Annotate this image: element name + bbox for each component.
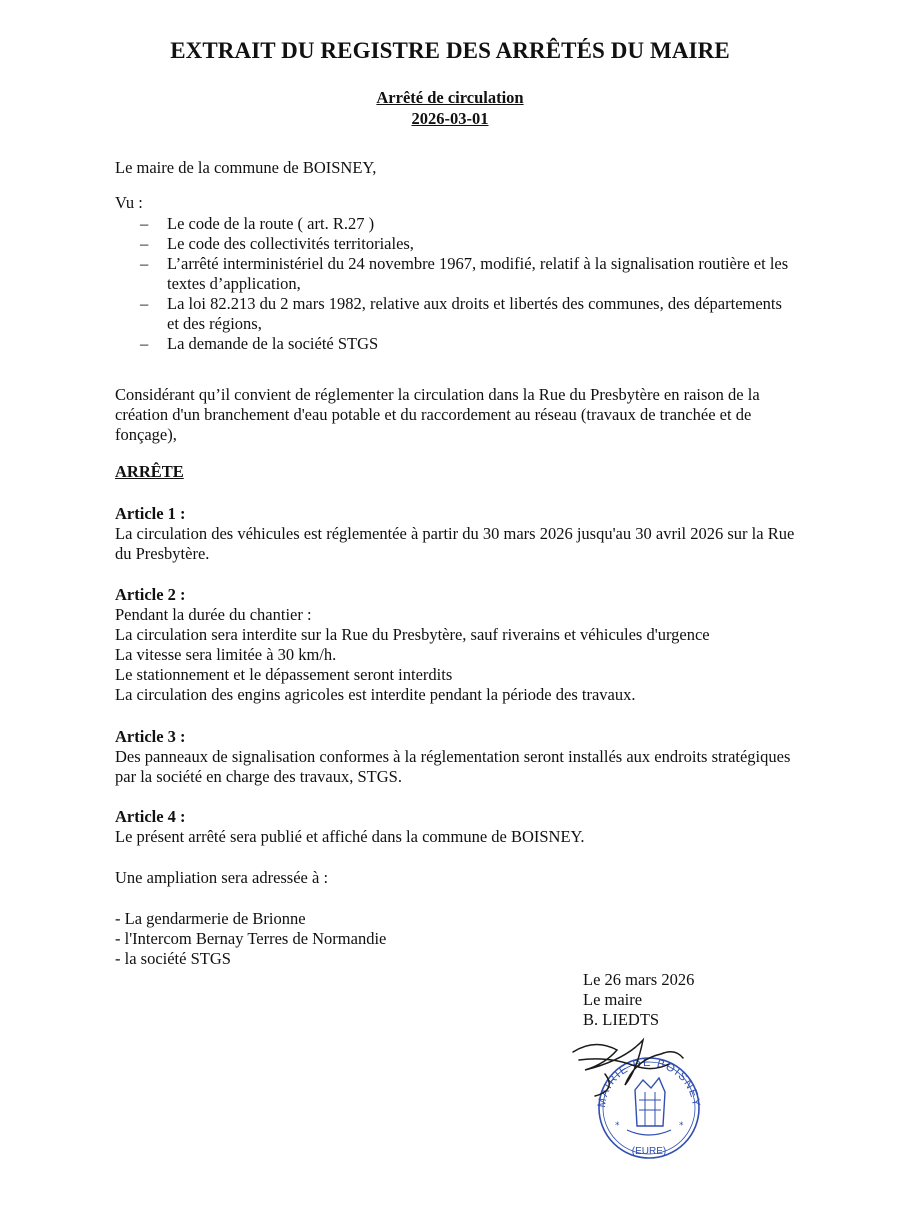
recipient-item: - la société STGS [115,949,231,968]
article-2-line: La vitesse sera limitée à 30 km/h. [115,645,337,664]
arrete-type: Arrêté de circulation [376,88,524,107]
article-2-line: Le stationnement et le dépassement seront interdits [115,665,453,684]
vu-label: Vu : [115,193,143,212]
vu-item: – L’arrêté interministériel du 24 novembre 1967, modifié, relatif à la signalisation routière et les textes d’application, [140,254,790,294]
document-title: EXTRAIT DU REGISTRE DES ARRÊTÉS DU MAIRE [170,38,730,63]
vu-item: – Le code des collectivités territoriales, [140,234,790,254]
recipient-item: - La gendarmerie de Brionne [115,909,306,928]
mairie-stamp-seal [565,1030,725,1160]
recipient-item: - l'Intercom Bernay Terres de Normandie [115,929,387,948]
arrete-heading: ARRÊTE [115,462,184,481]
article-3-title: Article 3 : [115,727,186,746]
article-2-line: Pendant la durée du chantier : [115,605,312,624]
svg-text:*: * [679,1121,684,1131]
article-2-line: La circulation sera interdite sur la Rue du Presbytère, sauf riverains et véhicules d'urgence [115,625,710,644]
svg-text:MAIRIE DE BOISNEY [596,1057,702,1108]
signature-date: Le 26 mars 2026 [583,970,695,989]
ampliation-label: Une ampliation sera adressée à : [115,868,329,887]
arrete-number: 2026-03-01 [411,109,489,128]
vu-item: – Le code de la route ( art. R.27 ) [140,214,790,234]
considerant-paragraph: Considérant qu’il convient de réglementer la circulation dans la Rue du Presbytère en raison de la création d'un branchement d'eau potable et du raccordement au réseau (travaux de tranchée et de fonçage), [115,385,760,444]
article-2-title: Article 2 : [115,585,186,604]
article-2-line: La circulation des engins agricoles est interdite pendant la période des travaux. [115,685,636,704]
article-3-text: Des panneaux de signalisation conformes à la réglementation seront installés aux endroits stratégiques par la société en charge des travaux, STGS. [115,747,791,786]
stamp-bottom-text: (EURE) [631,1146,667,1157]
signature-role: Le maire [583,990,643,1009]
article-1-text: La circulation des véhicules est réglementée à partir du 30 mars 2026 jusqu'au 30 avril 2026 sur la Rue du Presbytère. [115,524,795,563]
article-1-title: Article 1 : [115,504,186,523]
vu-list [140,214,790,354]
vu-item: – La loi 82.213 du 2 mars 1982, relative aux droits et libertés des communes, des départements et des régions, [140,294,790,334]
svg-text:*: * [615,1121,620,1131]
intro-line: Le maire de la commune de BOISNEY, [115,158,377,177]
article-4-text: Le présent arrêté sera publié et affiché dans la commune de BOISNEY. [115,827,585,846]
stamp-top-text: MAIRIE DE BOISNEY [595,1056,703,1109]
vu-item: – La demande de la société STGS [140,334,790,354]
signature-name: B. LIEDTS [583,1010,660,1029]
article-4-title: Article 4 : [115,807,186,826]
